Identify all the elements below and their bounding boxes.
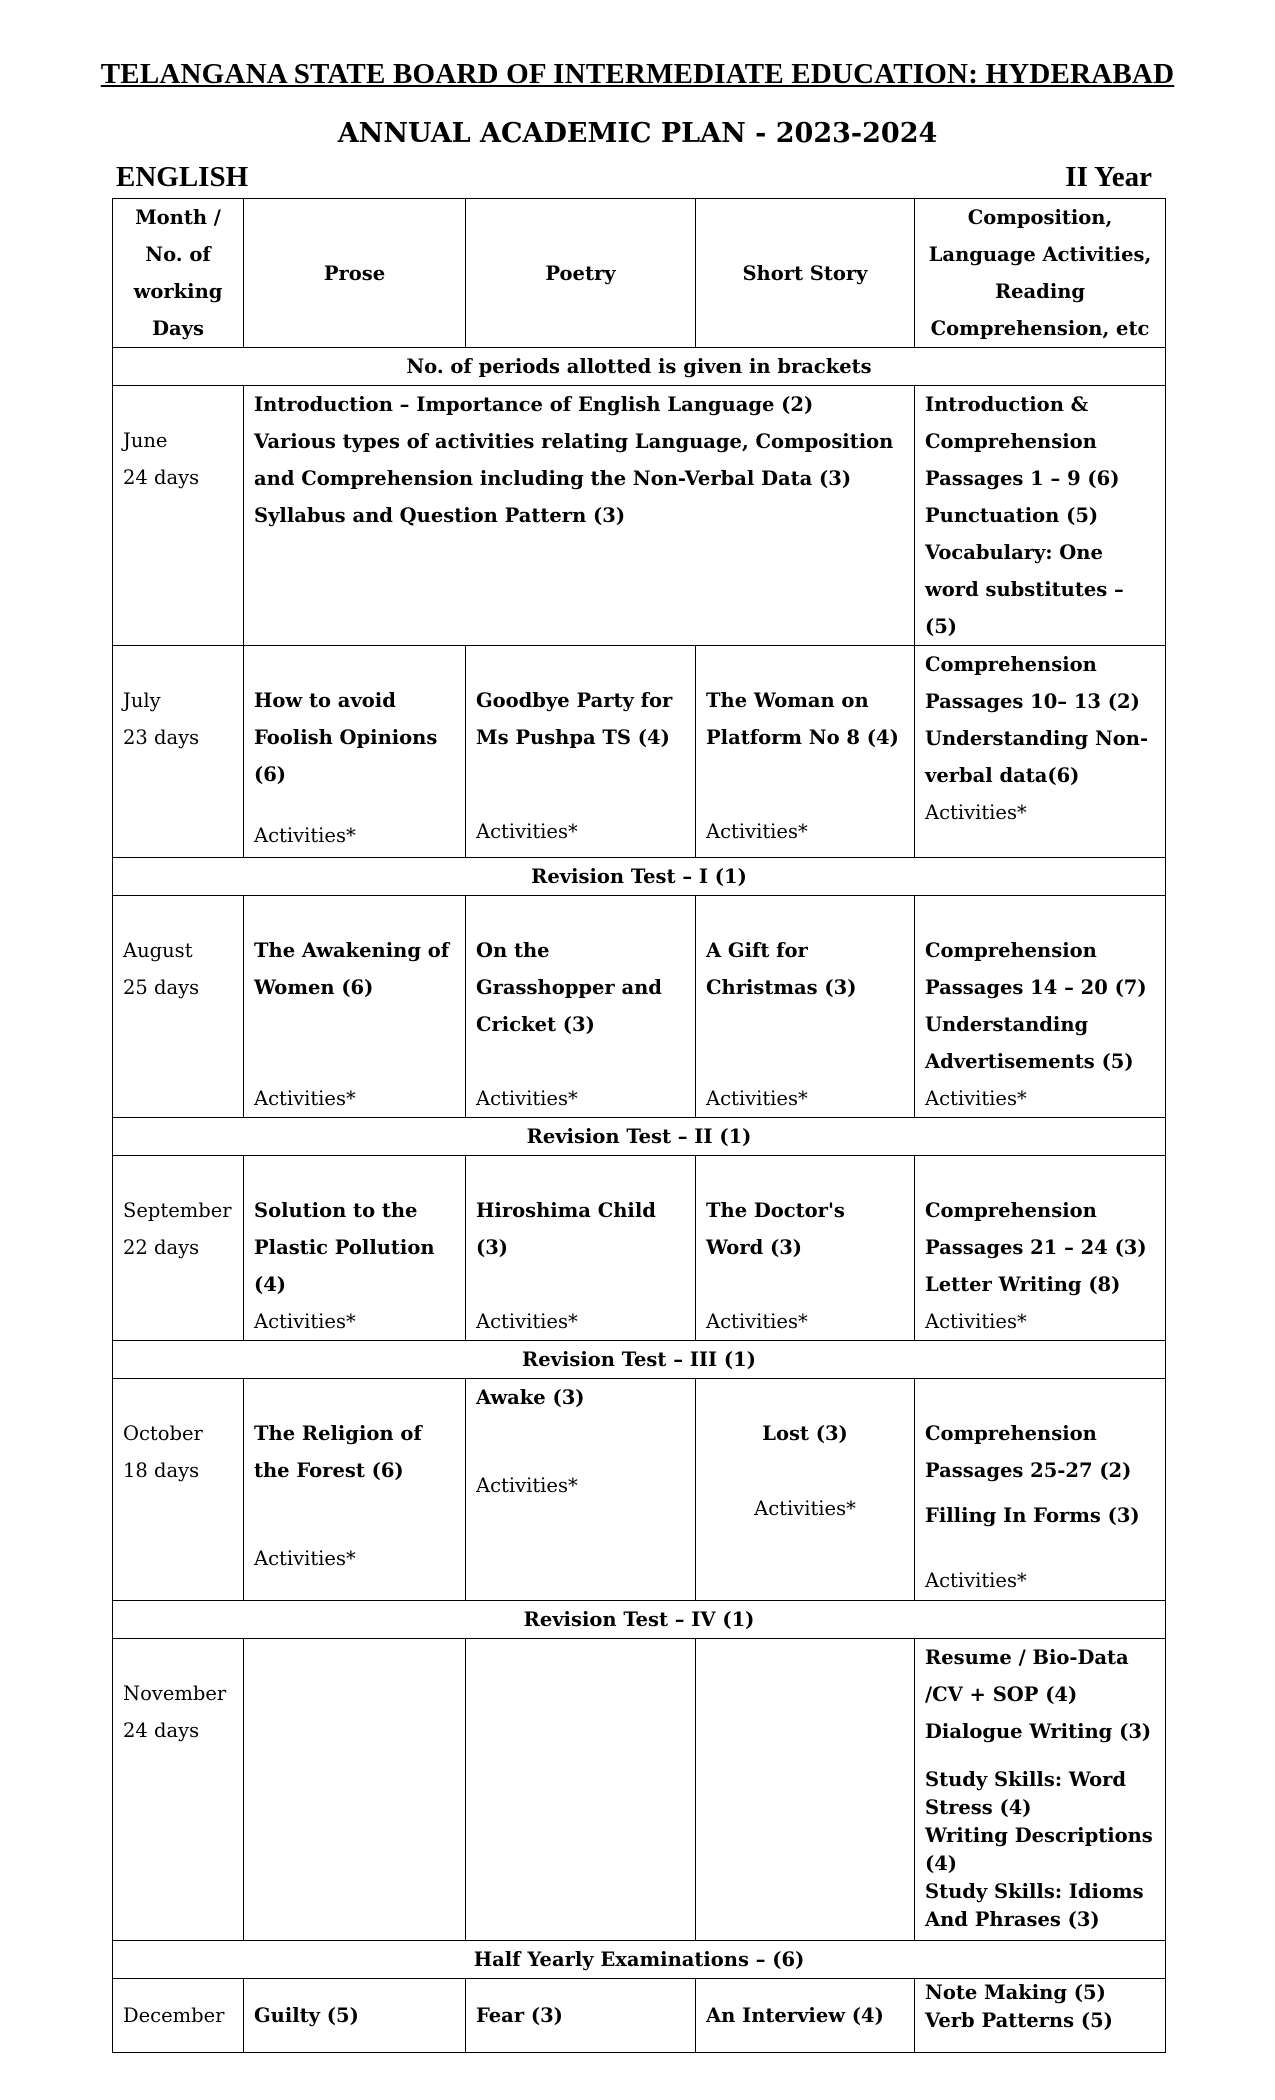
prose-cell: [244, 1639, 466, 1941]
month-cell: August 25 days: [113, 896, 244, 1118]
month-cell: November 24 days: [113, 1639, 244, 1941]
month-cell: September 22 days: [113, 1156, 244, 1341]
table-header-row: [113, 199, 1166, 348]
table-row: [113, 1979, 1166, 2053]
short-story-cell: The Woman on Platform No 8 (4) Activities*: [696, 646, 915, 858]
plan-title: ANNUAL ACADEMIC PLAN - 2023-2024: [337, 118, 938, 149]
composition-cell: Introduction & Comprehension Passages 1 – 9 (6) Punctuation (5) Vocabulary: One word substitutes – (5): [915, 386, 1166, 646]
short-story-cell: An Interview (4): [696, 1979, 915, 2053]
revision-test-row: Revision Test – II (1): [113, 1118, 1166, 1156]
header-composition: Composition, Language Activities, Reading Comprehension, etc: [915, 199, 1166, 348]
table-row: [113, 646, 1166, 858]
table-row: [113, 1379, 1166, 1601]
short-story-cell: [696, 1639, 915, 1941]
month-cell: July 23 days: [113, 646, 244, 858]
header-month: Month / No. of working Days: [113, 199, 244, 348]
poetry-cell: Awake (3) Activities*: [466, 1379, 696, 1601]
year-label: II Year: [1065, 161, 1152, 193]
table-row: [113, 896, 1166, 1118]
revision-test-row: Revision Test – IV (1): [113, 1601, 1166, 1639]
table-row: [113, 386, 1166, 646]
header-poetry: Poetry: [466, 199, 696, 348]
composition-cell: Comprehension Passages 10– 13 (2) Understanding Non- verbal data(6) Activities*: [915, 646, 1166, 858]
prose-cell: The Religion of the Forest (6) Activities*: [244, 1379, 466, 1601]
composition-cell: Comprehension Passages 25-27 (2) Filling In Forms (3) Activities*: [915, 1379, 1166, 1601]
composition-cell: Comprehension Passages 14 – 20 (7) Understanding Advertisements (5) Activities*: [915, 896, 1166, 1118]
subject-label: ENGLISH: [116, 161, 249, 193]
month-cell: December: [113, 1979, 244, 2053]
poetry-cell: [466, 1639, 696, 1941]
prose-cell: Solution to the Plastic Pollution (4) Activities*: [244, 1156, 466, 1341]
short-story-cell: The Doctor's Word (3) Activities*: [696, 1156, 915, 1341]
header-prose: Prose: [244, 199, 466, 348]
month-cell: June 24 days: [113, 386, 244, 646]
periods-note: No. of periods allotted is given in brackets: [113, 348, 1166, 386]
header-short-story: Short Story: [696, 199, 915, 348]
short-story-cell: Lost (3) Activities*: [696, 1379, 915, 1601]
prose-cell: How to avoid Foolish Opinions (6) Activities*: [244, 646, 466, 858]
academic-plan-table: [112, 198, 1166, 2053]
short-story-cell: A Gift for Christmas (3) Activities*: [696, 896, 915, 1118]
prose-cell: Guilty (5): [244, 1979, 466, 2053]
board-title: TELANGANA STATE BOARD OF INTERMEDIATE EDUCATION: HYDERABAD: [100, 58, 1175, 90]
composition-cell: Resume / Bio-Data /CV + SOP (4) Dialogue Writing (3) Study Skills: Word Stress (4) Writing Descriptions (4) Study Skills: Idioms And Phrases (3): [915, 1639, 1166, 1941]
revision-test-row: Revision Test – I (1): [113, 858, 1166, 896]
table-row: [113, 1639, 1166, 1941]
table-row: [113, 1156, 1166, 1341]
prose-cell: The Awakening of Women (6) Activities*: [244, 896, 466, 1118]
revision-test-row: Revision Test – III (1): [113, 1341, 1166, 1379]
half-yearly-row: Half Yearly Examinations – (6): [113, 1941, 1166, 1979]
poetry-cell: Goodbye Party for Ms Pushpa TS (4) Activities*: [466, 646, 696, 858]
poetry-cell: On the Grasshopper and Cricket (3) Activities*: [466, 896, 696, 1118]
poetry-cell: Hiroshima Child (3) Activities*: [466, 1156, 696, 1341]
poetry-cell: Fear (3): [466, 1979, 696, 2053]
month-cell: October 18 days: [113, 1379, 244, 1601]
introduction-cell: Introduction – Importance of English Language (2) Various types of activities relating Language, Composition and Comprehension including the Non-Verbal Data (3) Syllabus and Question Pattern (3): [244, 386, 915, 646]
composition-cell: Note Making (5) Verb Patterns (5): [915, 1979, 1166, 2053]
composition-cell: Comprehension Passages 21 – 24 (3) Letter Writing (8) Activities*: [915, 1156, 1166, 1341]
